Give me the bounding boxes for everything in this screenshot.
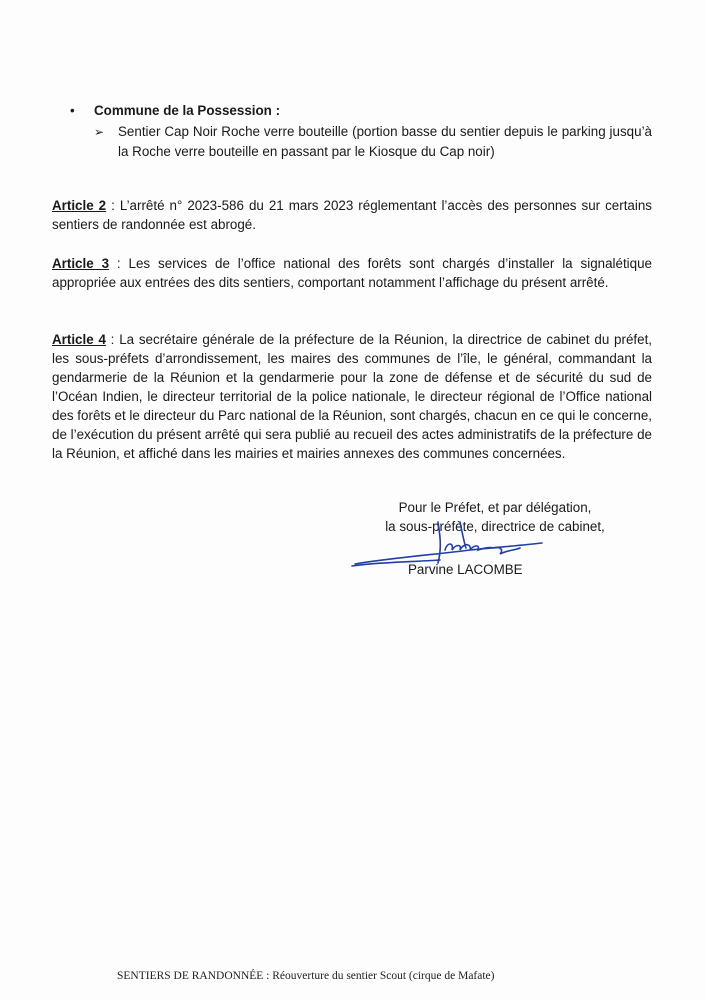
arrow-bullet-icon: ➢ xyxy=(94,125,105,139)
bullet-icon: • xyxy=(70,103,75,118)
signature-stroke-letters xyxy=(445,544,520,554)
signature-line-2: la sous-préfète, directrice de cabinet, xyxy=(385,519,605,534)
article-3-text: Les services de l’office national des forêts sont chargés d’installer la signalétique appropriée aux entrées des dits sentiers, comportant notamment l’affichage du présent arrêté. xyxy=(52,256,652,290)
signature-line-1: Pour le Préfet, et par délégation, xyxy=(398,500,592,515)
article-4-sep: : xyxy=(105,332,120,347)
article-2-label: Article 2 xyxy=(52,198,107,213)
page-footer: SENTIERS DE RANDONNÉE : Réouverture du sentier Scout (cirque de Mafate) xyxy=(117,970,495,982)
article-3-sep: : xyxy=(109,256,129,271)
article-4-text: La secrétaire générale de la préfecture de la Réunion, la directrice de cabinet du préfet, les sous-préfets d’arrondissement, les maires des communes de l’île, le général, commandant la gendarmerie de la Réunion et la gendarmerie pour la zone de défense et de sécurité du sud de l’Océan Indien, le directeur territorial de la police nationale, le directeur régional de l’Office national des forêts et le directeur du Parc national de la Réunion, sont chargés, chacun en ce qui le concerne, de l’exécution du présent arrêté qui sera publié au recueil des actes administratifs de la préfecture de la Réunion, et affiché dans les mairies et mairies annexes des communes concernées. xyxy=(52,332,653,461)
article-3 xyxy=(52,254,652,292)
commune-label: Commune de la Possession : xyxy=(94,103,281,118)
article-4 xyxy=(52,330,652,463)
signature-stroke-underline xyxy=(355,543,542,564)
signature-stroke-l xyxy=(438,522,440,563)
article-2-text: L’arrêté n° 2023-586 du 21 mars 2023 réglementant l’accès des personnes sur certains sentiers de randonnée est abrogé. xyxy=(52,198,652,232)
article-3-label: Article 3 xyxy=(52,256,110,271)
article-2-sep: : xyxy=(106,198,120,213)
signatory-name: Parvine LACOMBE xyxy=(408,562,523,577)
sentier-item xyxy=(94,122,652,162)
article-4-label: Article 4 xyxy=(52,332,106,347)
sentier-text: Sentier Cap Noir Roche verre bouteille (portion basse du sentier depuis le parking jusqu’à la Roche verre bouteille en passant par le Kiosque du Cap noir) xyxy=(118,124,652,159)
article-2 xyxy=(52,196,652,234)
